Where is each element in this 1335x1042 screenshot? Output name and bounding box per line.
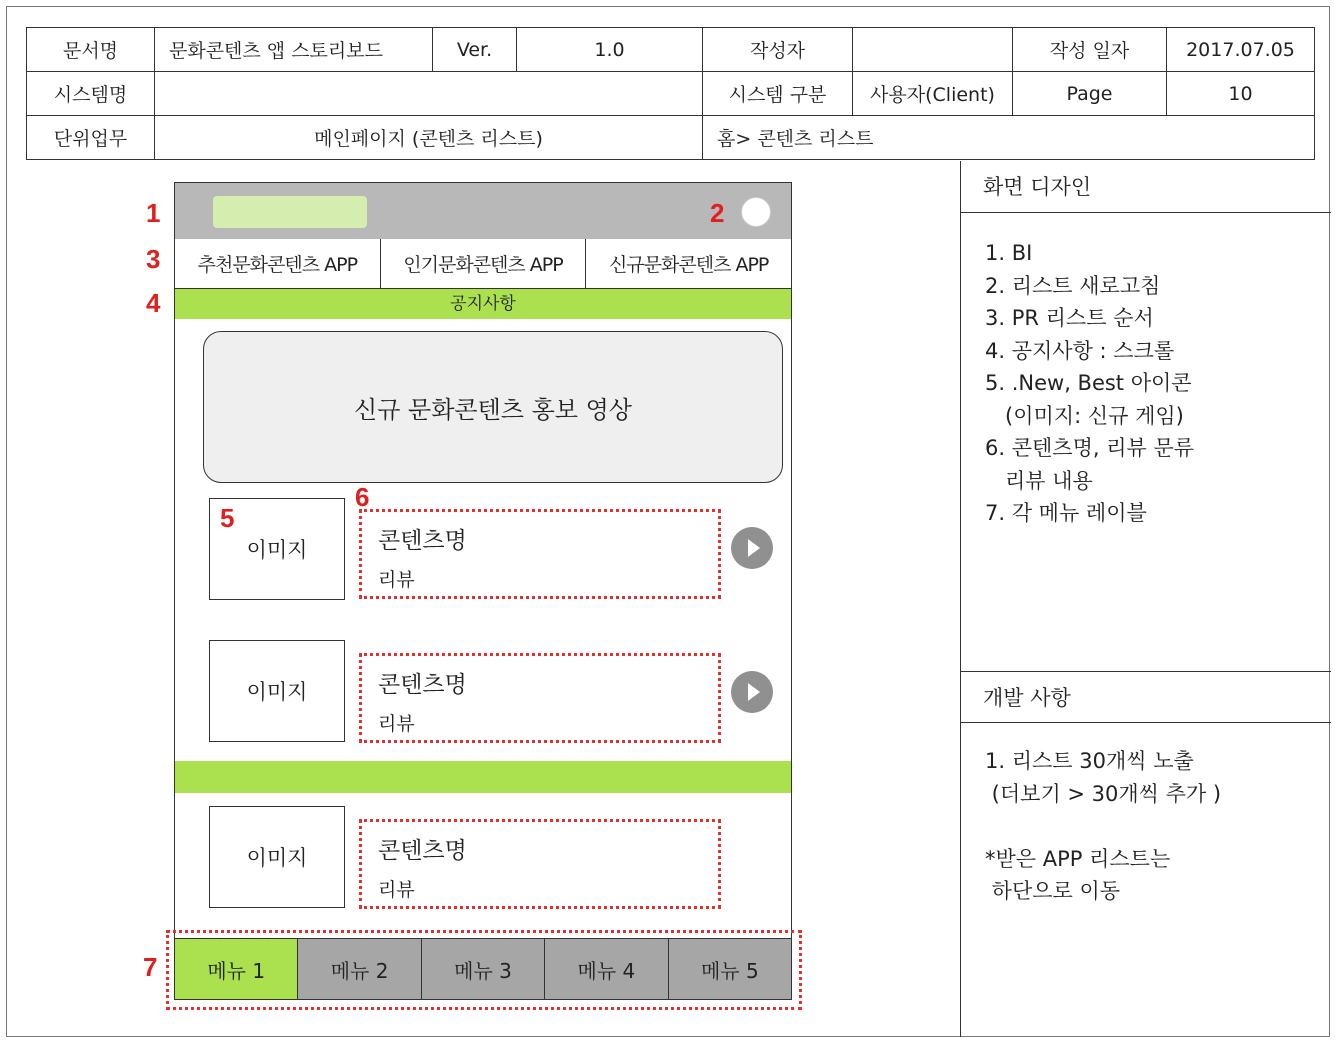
content-image[interactable]: 이미지 [209, 498, 345, 600]
content-review: 리뷰 [378, 569, 415, 591]
system-name-value [155, 72, 703, 116]
promo-video[interactable]: 신규 문화콘텐츠 홍보 영상 [203, 331, 783, 483]
content-name: 콘텐츠명 [378, 528, 467, 554]
notice-bar[interactable]: 공지사항 [175, 289, 791, 319]
tab-popular[interactable]: 인기문화콘텐츠 APP [381, 239, 587, 288]
date-label: 작성 일자 [1013, 28, 1167, 72]
design-panel-title: 화면 디자인 [961, 161, 1331, 213]
chevron-right-icon[interactable] [731, 671, 773, 713]
author-label: 작성자 [703, 28, 853, 72]
dev-panel-title: 개발 사항 [961, 671, 1331, 723]
content-name: 콘텐츠명 [378, 672, 467, 698]
content-image[interactable]: 이미지 [209, 640, 345, 742]
screen-path: 홈> 콘텐츠 리스트 [703, 116, 1315, 160]
document-header-table [26, 27, 1315, 160]
page-label: Page [1013, 72, 1167, 116]
system-type-label: 시스템 구분 [703, 72, 853, 116]
section-divider-bar [175, 761, 791, 793]
chevron-right-icon[interactable] [731, 527, 773, 569]
menu-highlight-outline [166, 930, 802, 1010]
content-image[interactable]: 이미지 [209, 806, 345, 908]
tab-recommended[interactable]: 추천문화콘텐츠 APP [175, 239, 381, 288]
bi-logo-placeholder[interactable] [213, 196, 367, 228]
design-panel-list: 1. BI 2. 리스트 새로고침 3. PR 리스트 순서 4. 공지사항 : 스크롤 5. .New, Best 아이콘 (이미지: 신규 게임) 6. 콘텐츠명, 리뷰 문류 리뷰 내용 7. 각 메뉴 레이블 [985, 241, 1195, 525]
content-info[interactable] [359, 653, 721, 743]
marker-5: 5 [220, 503, 235, 533]
system-type-value: 사용자(Client) [853, 72, 1013, 116]
version-value: 1.0 [517, 28, 703, 72]
tab-new[interactable]: 신규문화콘텐츠 APP [608, 254, 769, 276]
system-name-label: 시스템명 [27, 72, 155, 116]
marker-7: 7 [143, 952, 158, 982]
content-info[interactable] [359, 509, 721, 599]
menu-item-1[interactable]: 메뉴 1 [175, 939, 298, 999]
unit-task-label: 단위업무 [27, 116, 155, 160]
marker-2: 2 [710, 198, 725, 228]
dev-panel-list: 1. 리스트 30개씩 노출 (더보기 > 30개씩 추가 ) *받은 APP 리스트는 하단으로 이동 [985, 749, 1222, 903]
version-label: Ver. [433, 28, 517, 72]
app-top-bar [175, 183, 791, 239]
author-value [853, 28, 1013, 72]
marker-4: 4 [146, 288, 161, 318]
marker-1: 1 [146, 198, 161, 228]
content-info[interactable] [359, 819, 721, 909]
page-value: 10 [1167, 72, 1315, 116]
pr-tab-bar [175, 239, 791, 289]
menu-item-4[interactable]: 메뉴 4 [545, 939, 668, 999]
description-panel [960, 161, 1330, 1037]
doc-name-label: 문서명 [27, 28, 155, 72]
phone-mockup [174, 182, 792, 1000]
menu-item-2[interactable]: 메뉴 2 [298, 939, 421, 999]
content-name: 콘텐츠명 [378, 838, 467, 864]
marker-3: 3 [146, 244, 161, 274]
menu-item-5[interactable]: 메뉴 5 [669, 939, 791, 999]
menu-item-3[interactable]: 메뉴 3 [422, 939, 545, 999]
content-review: 리뷰 [378, 879, 415, 901]
refresh-icon[interactable] [741, 197, 771, 227]
marker-6: 6 [355, 482, 370, 512]
content-review: 리뷰 [378, 713, 415, 735]
date-value: 2017.07.05 [1167, 28, 1315, 72]
unit-task-value: 메인페이지 (콘텐츠 리스트) [155, 116, 703, 160]
doc-name-value: 문화콘텐츠 앱 스토리보드 [155, 28, 433, 72]
